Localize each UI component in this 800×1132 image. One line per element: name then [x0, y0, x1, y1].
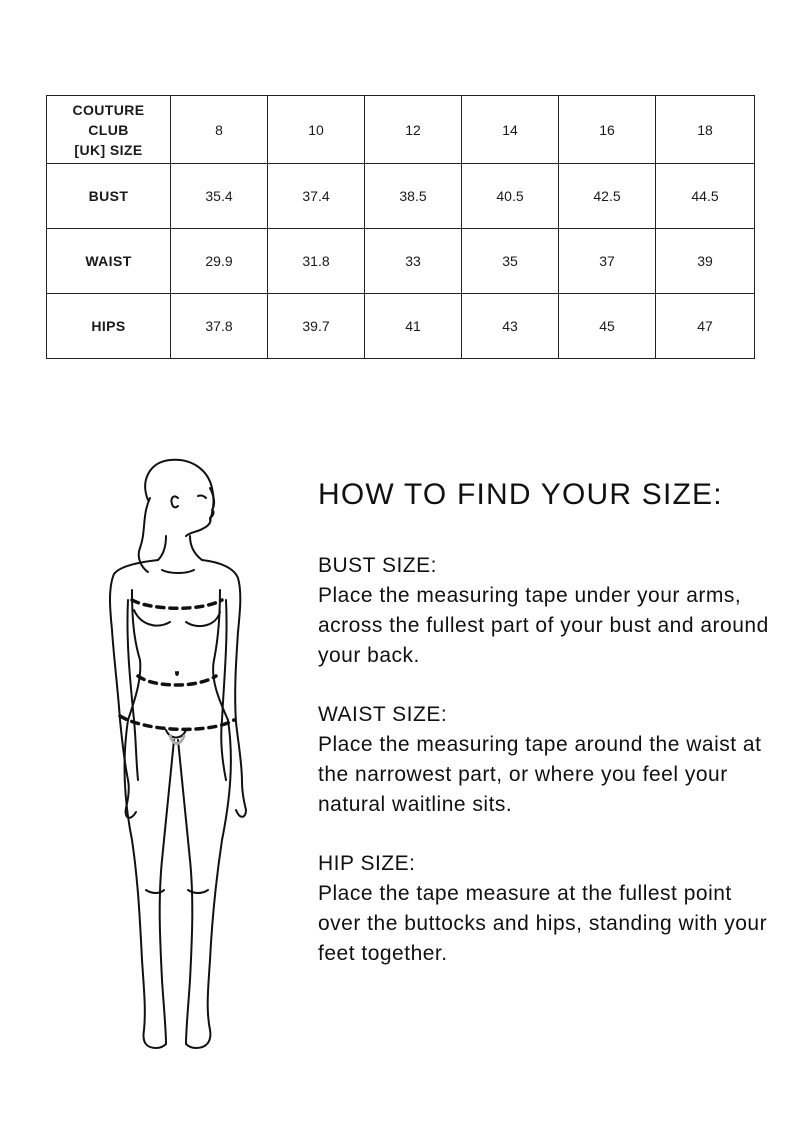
table-cell: 40.5 [462, 164, 559, 229]
right-inner-arm [221, 600, 226, 780]
table-cell: 44.5 [656, 164, 755, 229]
size-header-cell: 14 [462, 96, 559, 164]
collarbone [162, 570, 194, 573]
table-cell: 29.9 [171, 229, 268, 294]
neck-right [190, 536, 202, 560]
hip-size-section [318, 849, 778, 969]
body-measurement-illustration-icon [70, 440, 280, 1080]
left-leg-outer [125, 720, 156, 1048]
eye [198, 496, 206, 498]
neck-left [158, 536, 166, 560]
bust-size-instructions: Place the measuring tape under your arms, across the fullest part of your bust and around your back. [318, 584, 769, 667]
size-guide [318, 477, 778, 998]
left-knee [146, 890, 164, 893]
table-cell: 35.4 [171, 164, 268, 229]
bust-measure-line [132, 600, 222, 608]
hip-size-instructions: Place the tape measure at the fullest point over the buttocks and hips, standing with your feet together. [318, 882, 768, 965]
table-cell: 33 [365, 229, 462, 294]
size-header-label-line: [UK] SIZE [74, 141, 143, 158]
size-header-label-line: COUTURE [72, 101, 145, 118]
waist-measure-line [138, 676, 216, 685]
table-row-bust [47, 164, 755, 229]
bust-curve-right [186, 612, 220, 626]
row-label: WAIST [47, 229, 171, 294]
left-leg-inner [156, 740, 174, 1048]
waist-size-heading: WAIST SIZE: [318, 703, 448, 726]
waist-size-instructions: Place the measuring tape around the waist at the narrowest part, or where you feel your natural waitline sits. [318, 733, 762, 816]
table-cell: 39.7 [268, 294, 365, 359]
size-header-label [47, 96, 171, 164]
navel [176, 672, 178, 675]
size-header-cell: 10 [268, 96, 365, 164]
hair-outline [145, 460, 213, 520]
size-header-label-line: CLUB [88, 121, 129, 138]
row-label: HIPS [47, 294, 171, 359]
table-row-waist [47, 229, 755, 294]
table-cell: 31.8 [268, 229, 365, 294]
table-cell: 37 [559, 229, 656, 294]
size-header-cell: 12 [365, 96, 462, 164]
right-leg-inner [178, 740, 196, 1048]
table-cell: 47 [656, 294, 755, 359]
table-cell: 41 [365, 294, 462, 359]
right-leg-outer [196, 720, 231, 1048]
table-cell: 35 [462, 229, 559, 294]
table-cell: 37.8 [171, 294, 268, 359]
guide-title: HOW TO FIND YOUR SIZE: [318, 478, 723, 511]
size-chart-table [46, 95, 755, 359]
table-cell: 39 [656, 229, 755, 294]
ear [171, 496, 178, 507]
bust-size-heading: BUST SIZE: [318, 554, 437, 577]
table-cell: 38.5 [365, 164, 462, 229]
table-cell: 37.4 [268, 164, 365, 229]
size-header-cell: 18 [656, 96, 755, 164]
bust-size-section [318, 551, 778, 671]
hip-measure-line [120, 716, 234, 729]
size-header-cell: 16 [559, 96, 656, 164]
row-label: BUST [47, 164, 171, 229]
table-cell: 45 [559, 294, 656, 359]
bust-curve-left [134, 610, 170, 626]
table-cell: 43 [462, 294, 559, 359]
waist-size-section [318, 700, 778, 820]
table-row-hips [47, 294, 755, 359]
table-cell: 42.5 [559, 164, 656, 229]
left-shoulder-arm [110, 560, 158, 818]
hip-size-heading: HIP SIZE: [318, 852, 416, 875]
table-header-row [47, 96, 755, 164]
size-header-cell: 8 [171, 96, 268, 164]
